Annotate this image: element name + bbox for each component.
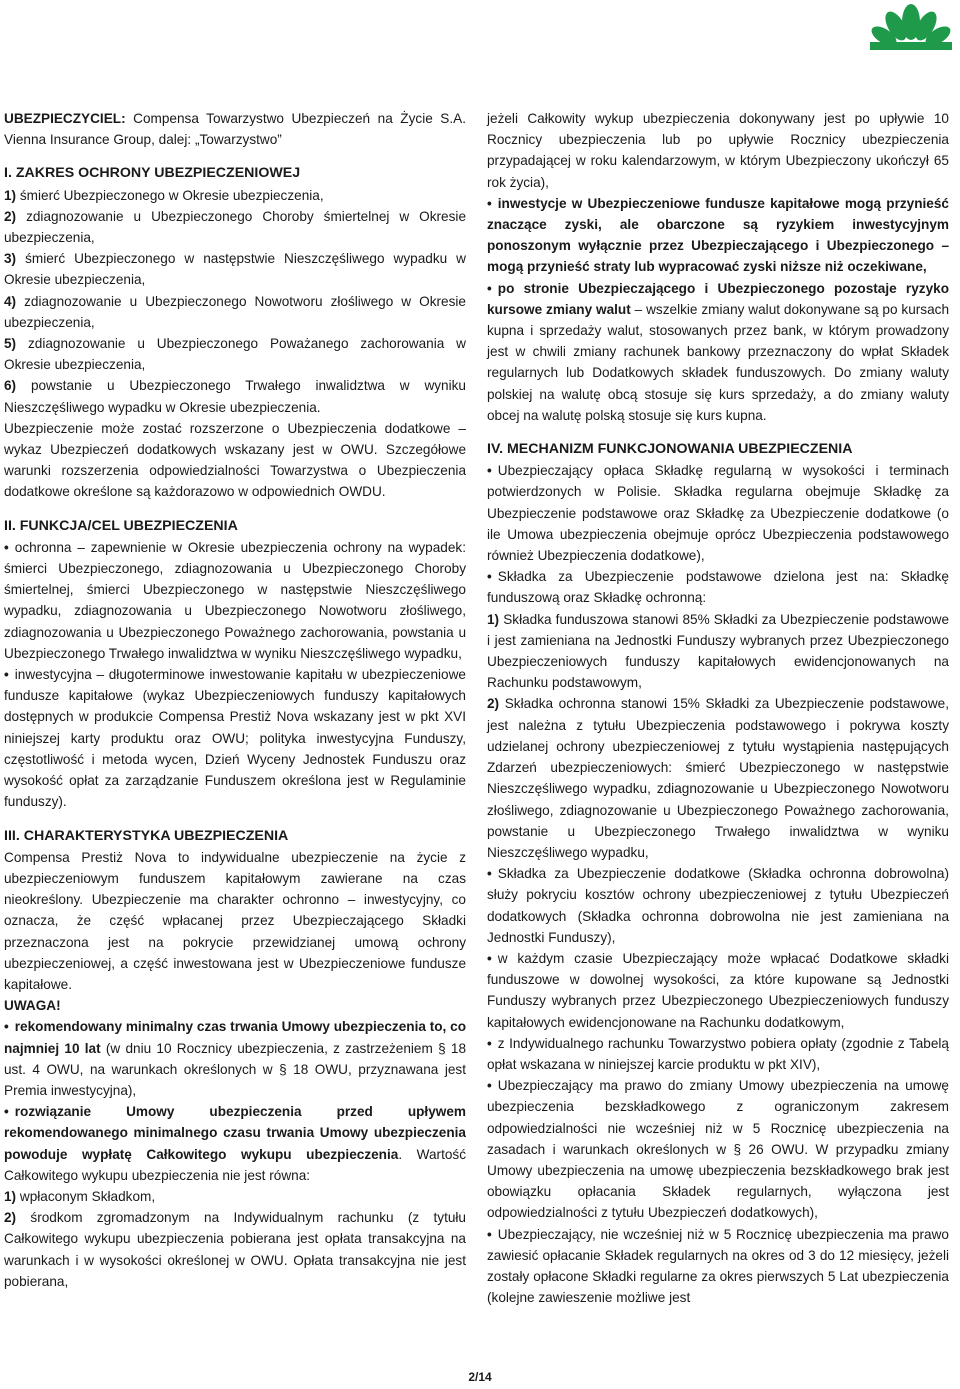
right-intro: jeżeli Całkowity wykup ubezpieczenia dokonywany jest po upływie 10 Rocznicy ubezpieczenia lub po upływie Rocznicy ubezpieczenia przypadającej w roku kalendarzowym, w którym Ubezpieczony ukończył 65 rok życia), — [487, 111, 949, 190]
s2-bullet-protective: • ochronna – zapewnienie w Okresie ubezpieczenia ochrony na wypadek: śmierci Ubezpieczonego, zdiagnozowania u Ubezpieczonego Choroby śmiertelnej, śmierci Ubezpieczonego w następstwie Nieszczęśliwego wypadku, zdiagnozowania u Ubezpieczonego Nowotworu złośliwego, zdiagnozowania u Ubezpieczonego Poważnego zachorowania, powstania u Ubezpieczonego Trwałego inwalidztwa w wyniku Nieszczęśliwego wypadku, — [4, 537, 466, 664]
mechanism-bullet-7: • Ubezpieczający, nie wcześniej niż w 5 Rocznicę ubezpieczenia ma prawo zawiesić opłacanie Składek regularnych na okres od 3 do 12 miesięcy, jeżeli zostały opłacone Składki regularne za okres pierwszych 5 Lat ubezpieczenia (kolejne zawieszenie możliwe jest — [487, 1224, 949, 1309]
section-4-title: IV. MECHANIZM FUNKCJONOWANIA UBEZPIECZENIA — [487, 441, 853, 458]
mechanism-bullet-4: • w każdym czasie Ubezpieczający może wpłacać Dodatkowe składki funduszowe w dowolnej wysokości, za które kupowane są Jednostki Funduszy wybranych przez Ubezpieczonego Ubezpieczeniowych funduszy kapitałowych ewidencjonowane na Rachunku dodatkowym, — [487, 948, 949, 1033]
s1-item-2: 2) zdiagnozowanie u Ubezpieczonego Choroby śmiertelnej w Okresie ubezpieczenia, — [4, 208, 466, 246]
page-number: 2/14 — [468, 1370, 492, 1384]
uwaga-label: UWAGA! — [4, 998, 61, 1014]
s3-item-2: 2) środkom zgromadzonym na Indywidualnym rachunku (z tytułu Całkowitego wykupu ubezpieczenia pobierana jest opłata transakcyjna na warunkach i w wysokości określonej w OWU. Opłata transakcyjna nie jest pobierana, — [4, 1210, 466, 1289]
s1-item-3: 3) śmierć Ubezpieczonego w następstwie Nieszczęśliwego wypadku w Okresie ubezpieczenia, — [4, 251, 466, 288]
mechanism-bullet-2: • Składka za Ubezpieczenie podstawowe dzielona jest na: Składkę funduszową oraz Składkę ochronną: — [487, 566, 949, 608]
s3-text: Compensa Prestiż Nova to indywidualne ubezpieczenie na życie z ubezpieczeniowym funduszem kapitałowym zawierane na czas nieokreślony. Ubezpieczenie ma charakter ochronno – inwestycyjny, co oznacza, że część wpłacanej przez Ubezpieczającego Składki przeznaczona jest na pokrycie przewidzianej umową ochrony ubezpieczeniowej, a część inwestowana jest w Ubezpieczeniowe fundusze kapitałowe. — [4, 849, 466, 992]
s3-bullet-min-duration: • rekomendowany minimalny czas trwania Umowy ubezpieczenia to, co najmniej 10 lat (w dniu 10 Rocznicy ubezpieczenia, z zastrzeżeniem § 18 ust. 4 OWU, na warunkach określonych w § 18 OWU, przyznawana jest Premia inwestycyjna), — [4, 1016, 466, 1101]
section-3-title: III. CHARAKTERYSTYKA UBEZPIECZENIA — [4, 827, 289, 844]
s1-item-4: 4) zdiagnozowanie u Ubezpieczonego Nowotworu złośliwego w Okresie ubezpieczenia, — [4, 293, 466, 330]
s3-item-1: 1) wpłaconym Składkom, — [4, 1188, 156, 1204]
mechanism-bullet-3: • Składka za Ubezpieczenie dodatkowe (Składka ochronna dobrowolna) służy pokryciu kosztów ochrony ubezpieczeniowej z tytułu Ubezpieczeń dodatkowych (Składka ochronna dobrowolna nie jest zamieniana na Jednostki Funduszy), — [487, 863, 949, 948]
s1-item-6: 6) powstanie u Ubezpieczonego Trwałego inwalidztwa w wyniku Nieszczęśliwego wypadku w Okresie ubezpieczenia. — [4, 378, 466, 415]
right-column — [487, 108, 949, 1308]
insurer-paragraph — [4, 108, 466, 150]
mechanism-bullet-6: • Ubezpieczający ma prawo do zmiany Umowy ubezpieczenia na umowę ubezpieczenia bezskładkowego z ograniczonym zakresem odpowiedzialności nie wcześniej niż w 5 Rocznicę ubezpieczenia na zasadach i warunkach określonych w § 26 OWU. W przypadku zmiany Umowy ubezpieczenia na umowę ubezpieczenia bezskładkowego brak jest obowiązku opłacania Składek regularnych, wyłączona jest odpowiedzialności z tytułu Ubezpieczeń dodatkowych), — [487, 1075, 949, 1223]
s3-bullet-termination: • rozwiązanie Umowy ubezpieczenia przed upływem rekomendowanego minimalnego czasu trwania Umowy ubezpieczenia powoduje wypłatę Całkowitego wykupu ubezpieczenia. Wartość Całkowitego wykupu ubezpieczenia nie jest równa: — [4, 1101, 466, 1186]
section-1-title: I. ZAKRES OCHRONY UBEZPIECZENIOWEJ — [4, 165, 301, 182]
risk-bullet-currency: • po stronie Ubezpieczającego i Ubezpieczonego pozostaje ryzyko kursowe zmiany walut – wszelkie zmiany walut dokonywane są po kursach kupna i sprzedaży walut, stosowanych przez bank, w którym prowadzony jest w chwili zmiany rachunek bankowy przeznaczony do wpłat Składek regularnych lub Dodatkowych składek funduszowych. Do zmiany waluty polskiej na walutę obcą stosuje się kurs sprzedaży, a do zmiany waluty obcej na walutę polską stosuje się kurs kupna. — [487, 278, 949, 426]
mechanism-bullet-1: • Ubezpieczający opłaca Składkę regularną w wysokości i terminach potwierdzonych w Polisie. Składka regularna obejmuje Składkę za Ubezpieczenie podstawowe oraz Składkę za Ubezpieczenie dodatkowe (o ile Umowa ubezpieczenia obejmuje oprócz Ubezpieczenia podstawowego również Ubezpieczenia dodatkowe), — [487, 460, 949, 566]
insurer-text: Compensa Towarzystwo Ubezpieczeń na Życie S.A. Vienna Insurance Group, dalej: „Towarzystwo” — [4, 111, 466, 148]
s2-bullet-investment: • inwestycyjna – długoterminowe inwestowanie kapitału w ubezpieczeniowe fundusze kapitałowe (wykaz Ubezpieczeniowych funduszy kapitałowych dostępnych w produkcie Compensa Prestiż Nova wskazany jest w pkt XVI niniejszej karty produktu oraz OWU; polityka inwestycyjna Funduszy, częstotliwość i metoda wycen, Dzień Wyceny Jednostek Funduszu oraz wysokość opłat za zarządzanie Funduszem określona jest w Regulaminie funduszy). — [4, 664, 466, 812]
s1-note: Ubezpieczenie może zostać rozszerzone o Ubezpieczenia dodatkowe – wykaz Ubezpieczeń dodatkowych wskazany jest w OWU. Szczegółowe warunki rozszerzenia odpowiedzialności Towarzystwa o Ubezpieczenia dodatkowe określone są każdorazowo w odpowiednich OWDU. — [4, 420, 466, 500]
risk-bullet-investment: • inwestycje w Ubezpieczeniowe fundusze kapitałowe mogą przynieść znaczące zyski, ale obarczone są ryzykiem inwestycyjnym ponoszonym wyłącznie przez Ubezpieczającego i Ubezpieczonego – mogą przynieść straty lub wypracować zyski niższe niż oczekiwane, — [487, 193, 949, 278]
section-2-title: II. FUNKCJA/CEL UBEZPIECZENIA — [4, 517, 238, 534]
insurer-label: UBEZPIECZYCIEL: — [4, 111, 126, 126]
mechanism-bullet-5: • z Indywidualnego rachunku Towarzystwo pobiera opłaty (zgodnie z Tabelą opłat wskazana w niniejszej karcie produktu w pkt XIV), — [487, 1033, 949, 1075]
left-column — [4, 108, 466, 1292]
s1-item-1: 1) śmierć Ubezpieczonego w Okresie ubezpieczenia, — [4, 187, 324, 203]
company-logo-icon — [866, 4, 956, 54]
s1-item-5: 5) zdiagnozowanie u Ubezpieczonego Poważanego zachorowania w Okresie ubezpieczenia, — [4, 336, 466, 373]
mechanism-item-2: 2) Składka ochronna stanowi 15% Składki za Ubezpieczenie podstawowe, jest należna z tytułu Ubezpieczenia podstawowego i pokrywa koszty udzielanej ochrony ubezpieczeniowej z tytułu wystąpienia następujących Zdarzeń ubezpieczeniowych: śmierć Ubezpieczonego w następstwie Nieszczęśliwego wypadku, zdiagnozowanie u Ubezpieczonego Nowotworu złośliwego, zdiagnozowanie u Ubezpieczonego Poważnego zachorowania, powstanie u Ubezpieczonego Trwałego inwalidztwa w wyniku Nieszczęśliwego wypadku, — [487, 696, 949, 860]
mechanism-item-1: 1) Składka funduszowa stanowi 85% Składki za Ubezpieczenie podstawowe i jest zamieniana na Jednostki Funduszy wybranych przez Ubezpieczonego Ubezpieczeniowych funduszy kapitałowych ewidencjonowanych na Rachunku podstawowym, — [487, 611, 950, 691]
